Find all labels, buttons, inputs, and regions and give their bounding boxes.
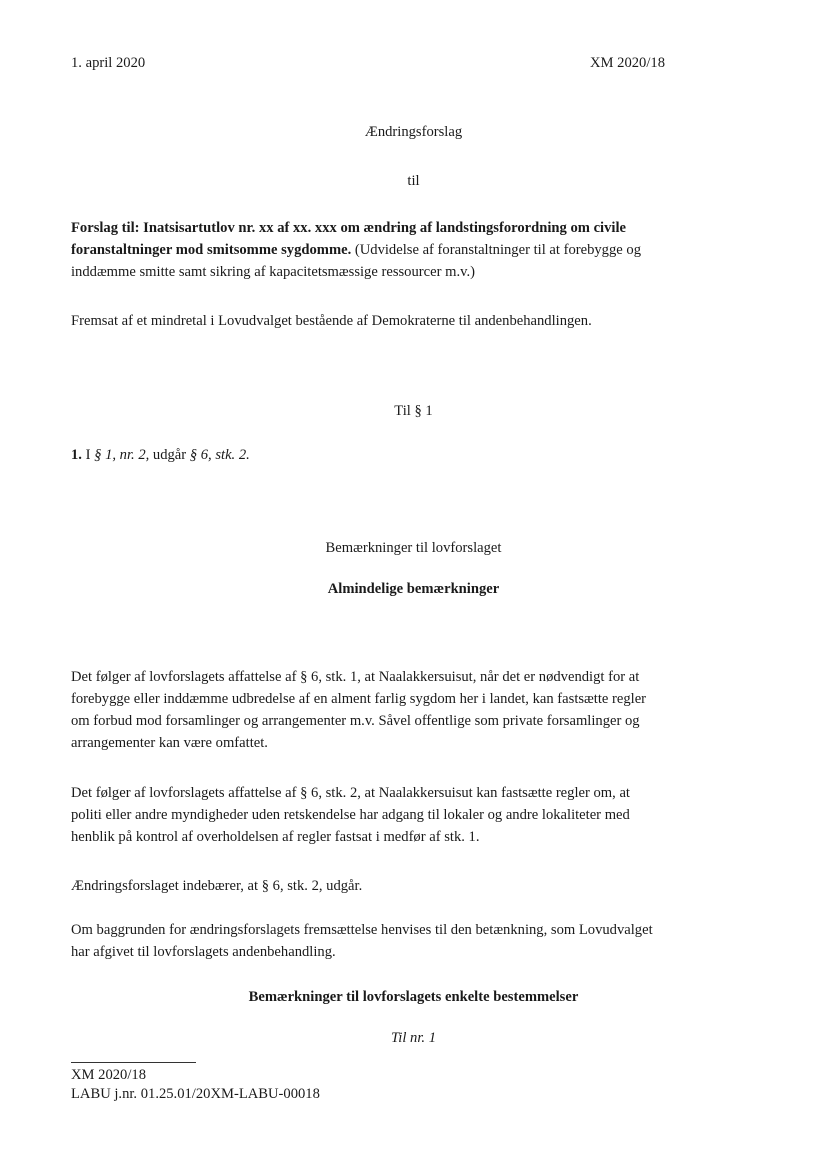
paragraph-2-line-3: henblik på kontrol af overholdelsen af regler fastsat i medfør af stk. 1. (71, 829, 480, 845)
amendment-ref-2: § 6, stk. 2. (189, 447, 250, 463)
amendment-1 (71, 444, 250, 466)
paragraph-1-line-1: Det følger af lovforslagets affattelse af § 6, stk. 1, at Naalakkersuisut, når det er nødvendigt for at (71, 669, 640, 685)
footer-journal-number: LABU j.nr. 01.25.01/20XM-LABU-00018 (71, 1086, 320, 1102)
amendment-number: 1. (71, 447, 82, 463)
amendment-text-b: udgår (149, 447, 190, 463)
document-title-til: til (407, 173, 420, 189)
document-title: Ændringsforslag (364, 124, 463, 140)
section-heading: Til § 1 (394, 403, 433, 419)
amendment-ref-1: § 1, nr. 2, (94, 447, 150, 463)
specific-remarks-heading: Bemærkninger til lovforslagets enkelte bestemmelser (248, 989, 579, 1005)
proposal-title-line-2 (71, 239, 641, 261)
proposal-title-line-1: Forslag til: Inatsisartutlov nr. xx af xx. xxx om ændring af landstingsforordning om civile (71, 220, 626, 236)
proposal-subtitle-line-3: inddæmme smitte samt sikring af kapacitetsmæssige ressourcer m.v.) (71, 264, 475, 280)
paragraph-3: Ændringsforslaget indebærer, at § 6, stk. 2, udgår. (71, 878, 363, 894)
paragraph-2-line-2: politi eller andre myndigheder uden retskendelse har adgang til lokaler og andre lokaliteter med (71, 807, 630, 823)
document-reference: XM 2020/18 (590, 55, 665, 71)
amendment-text-a: I (81, 447, 95, 463)
paragraph-4-line-2: har afgivet til lovforslagets andenbehandling. (71, 944, 336, 960)
paragraph-1-line-2: forebygge eller inddæmme udbredelse af en alment farlig sygdom her i landet, kan fastsætte regler (71, 691, 647, 707)
remarks-heading: Bemærkninger til lovforslaget (325, 540, 502, 556)
proposal-subtitle-part: (Udvidelse af foranstaltninger til at forebygge og (351, 242, 641, 258)
proposal-title-bold-part: foranstaltninger mod smitsomme sygdomme. (71, 242, 352, 258)
paragraph-1-line-3: om forbud mod forsamlinger og arrangementer m.v. Såvel offentlige som private forsamlinger og (71, 713, 640, 729)
general-remarks-heading: Almindelige bemærkninger (327, 581, 500, 597)
footer-reference: XM 2020/18 (71, 1067, 146, 1083)
paragraph-4-line-1: Om baggrunden for ændringsforslagets fremsættelse henvises til den betænkning, som Lovudvalget (71, 922, 653, 938)
til-nr-heading: Til nr. 1 (390, 1030, 437, 1046)
document-date: 1. april 2020 (71, 55, 146, 71)
presented-by-text: Fremsat af et mindretal i Lovudvalget bestående af Demokraterne til andenbehandlingen. (71, 313, 592, 329)
footer-divider (71, 1062, 196, 1063)
paragraph-2-line-1: Det følger af lovforslagets affattelse af § 6, stk. 2, at Naalakkersuisut kan fastsætte regler om, at (71, 785, 630, 801)
paragraph-1-line-4: arrangementer kan være omfattet. (71, 735, 268, 751)
